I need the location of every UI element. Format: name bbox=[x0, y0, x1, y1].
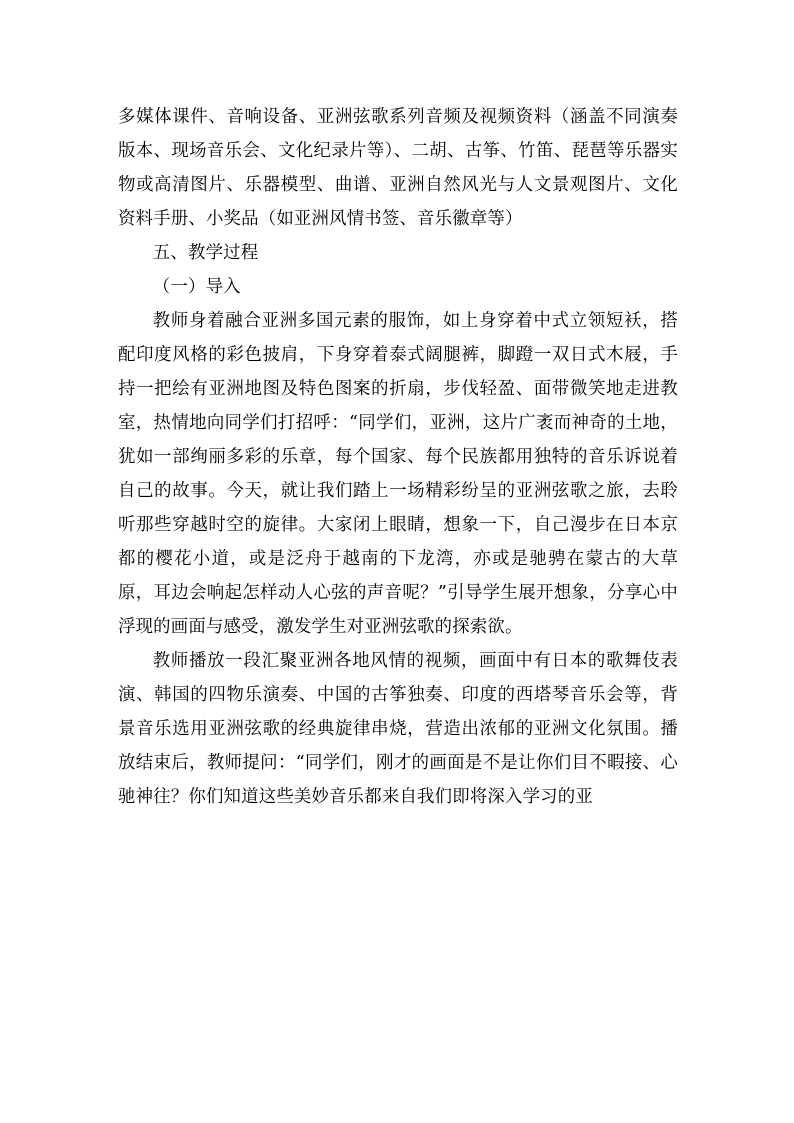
materials-paragraph: 多媒体课件、音响设备、亚洲弦歌系列音频及视频资料（涵盖不同演奏版本、现场音乐会、文化纪录片等）、二胡、古筝、竹笛、琵琶等乐器实物或高清图片、乐器模型、曲谱、亚洲自然风光与人文景观图片、文化资料手册、小奖品（如亚洲风情书签、音乐徽章等） bbox=[118, 107, 678, 229]
document-page bbox=[118, 100, 678, 814]
body-paragraph-video: 教师播放一段汇聚亚洲各地风情的视频，画面中有日本的歌舞伎表演、韩国的四物乐演奏、中国的古筝独奏、印度的西塔琴音乐会等，背景音乐选用亚洲弦歌的经典旋律串烧，营造出浓郁的亚洲文化氛围。播放结束后，教师提问：“同学们，刚才的画面是不是让你们目不暇接、心驰神往？你们知道这些美妙音乐都来自我们即将深入学习的亚 bbox=[118, 651, 678, 807]
section-heading-teaching-process: 五、教学过程 bbox=[152, 243, 259, 263]
subsection-heading-introduction: （一）导入 bbox=[152, 277, 241, 297]
body-paragraph-teacher-costume: 教师身着融合亚洲多国元素的服饰，如上身穿着中式立领短袄，搭配印度风格的彩色披肩，下身穿着泰式阔腿裤，脚蹬一双日式木屐，手持一把绘有亚洲地图及特色图案的折扇，步伐轻盈、面带微笑地走进教室，热情地向同学们打招呼：“同学们，亚洲，这片广袤而神奇的土地，犹如一部绚丽多彩的乐章，每个国家、每个民族都用独特的音乐诉说着自己的故事。今天，就让我们踏上一场精彩纷呈的亚洲弦歌之旅，去聆听那些穿越时空的旋律。大家闭上眼睛，想象一下，自己漫步在日本京都的樱花小道，或是泛舟于越南的下龙湾，亦或是驰骋在蒙古的大草原，耳边会响起怎样动人心弦的声音呢？”引导学生展开想象，分享心中浮现的画面与感受，激发学生对亚洲弦歌的探索欲。 bbox=[118, 311, 678, 637]
